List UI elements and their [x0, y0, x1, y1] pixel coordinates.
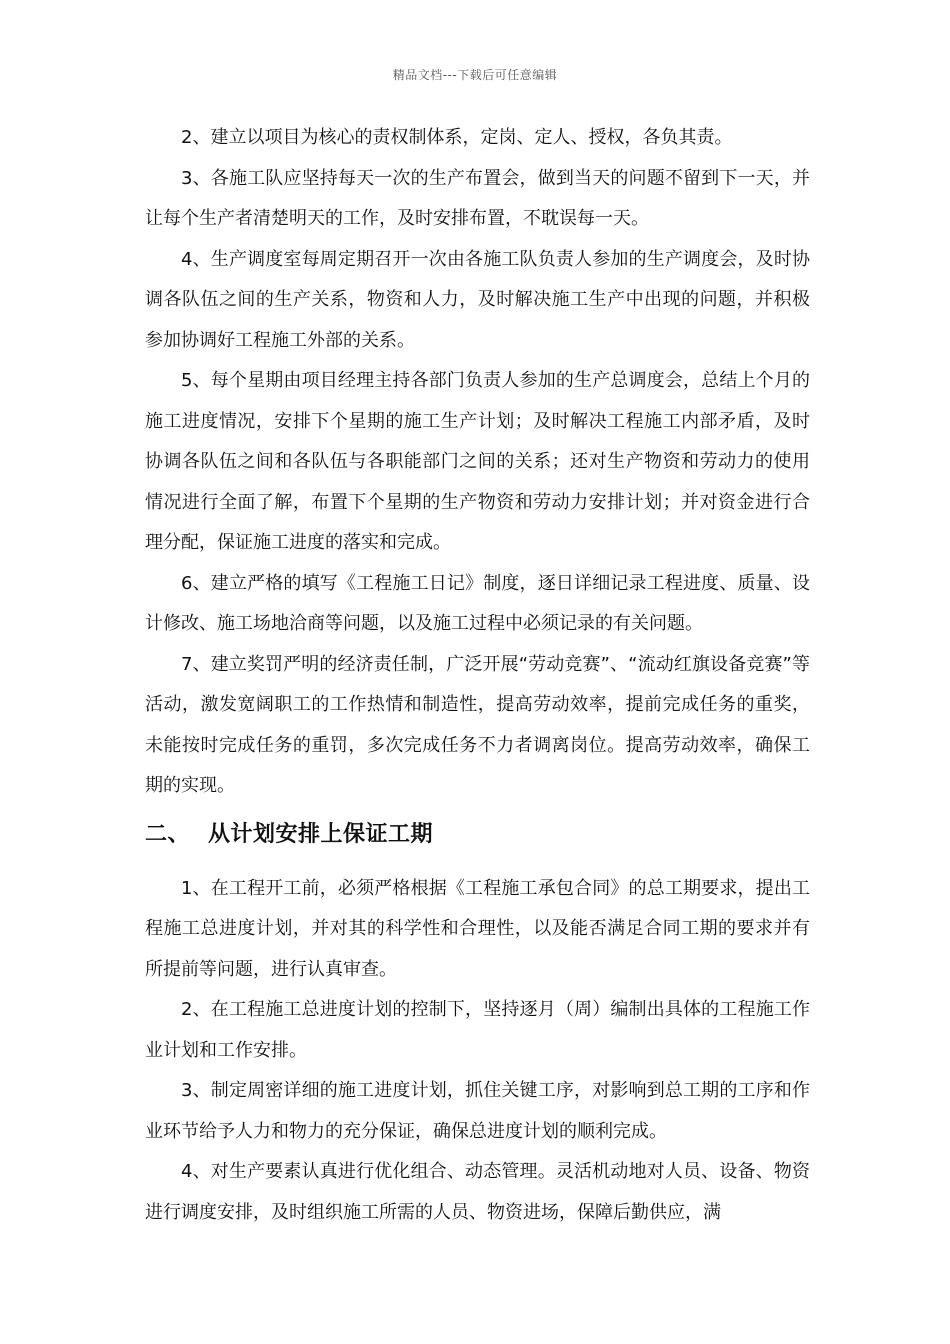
paragraph-plan-3: 3、制定周密详细的施工进度计划，抓住关键工序，对影响到总工期的工序和作业环节给予人力和物力的充分保证，确保总进度计划的顺利完成。 — [145, 1080, 810, 1142]
paragraph-item-2: 2、建立以项目为核心的责权制体系，定岗、定人、授权，各负其责。 — [181, 127, 733, 148]
paragraph-plan-2: 2、在工程施工总进度计划的控制下，坚持逐月（周）编制出具体的工程施工作业计划和工作安排。 — [145, 999, 810, 1061]
paragraph-item-3: 3、各施工队应坚持每天一次的生产布置会，做到当天的问题不留到下一天，并让每个生产者清楚明天的工作，及时安排布置，不耽误每一天。 — [145, 167, 810, 229]
paragraph-plan-4: 4、对生产要素认真进行优化组合、动态管理。灵活机动地对人员、设备、物资进行调度安排，及时组织施工所需的人员、物资进场，保障后勤供应，满 — [145, 1161, 810, 1223]
section-heading — [145, 819, 810, 851]
section-title-text: 从计划安排上保证工期 — [208, 821, 434, 847]
document-body — [145, 118, 810, 1233]
paragraph-item-4: 4、生产调度室每周定期召开一次由各施工队负责人参加的生产调度会，及时协调各队伍之间的生产关系，物资和人力，及时解决施工生产中出现的问题，并积极参加协调好工程施工外部的关系。 — [145, 248, 810, 351]
paragraph-item-5: 5、每个星期由项目经理主持各部门负责人参加的生产总调度会，总结上个月的施工进度情况，安排下个星期的施工生产计划；及时解决工程施工内部矛盾，及时协调各队伍之间和各队伍与各职能部门之间的关系；还对生产物资和劳动力的使用情况进行全面了解，布置下个星期的生产物资和劳动力安排计划；并对资金进行合理分配，保证施工进度的落实和完成。 — [145, 370, 810, 553]
paragraph-item-7: 7、建立奖罚严明的经济责任制，广泛开展“劳动竞赛”、“流动红旗设备竞赛”等活动，激发宽阔职工的工作热情和制造性，提高劳动效率，提前完成任务的重奖，未能按时完成任务的重罚，多次完成任务不力者调离岗位。提高劳动效率，确保工期的实现。 — [145, 653, 810, 796]
paragraph-item-6: 6、建立严格的填写《工程施工日记》制度，逐日详细记录工程进度、质量、设计修改、施工场地洽商等问题，以及施工过程中必须记录的有关问题。 — [145, 572, 810, 634]
paragraph-plan-1: 1、在工程开工前，必须严格根据《工程施工承包合同》的总工期要求，提出工程施工总进度计划，并对其的科学性和合理性，以及能否满足合同工期的要求并有所提前等问题，进行认真审查。 — [145, 877, 810, 980]
page-header: 精品文档---下载后可任意编辑 — [392, 68, 558, 82]
section-number: 二、 — [145, 821, 191, 847]
